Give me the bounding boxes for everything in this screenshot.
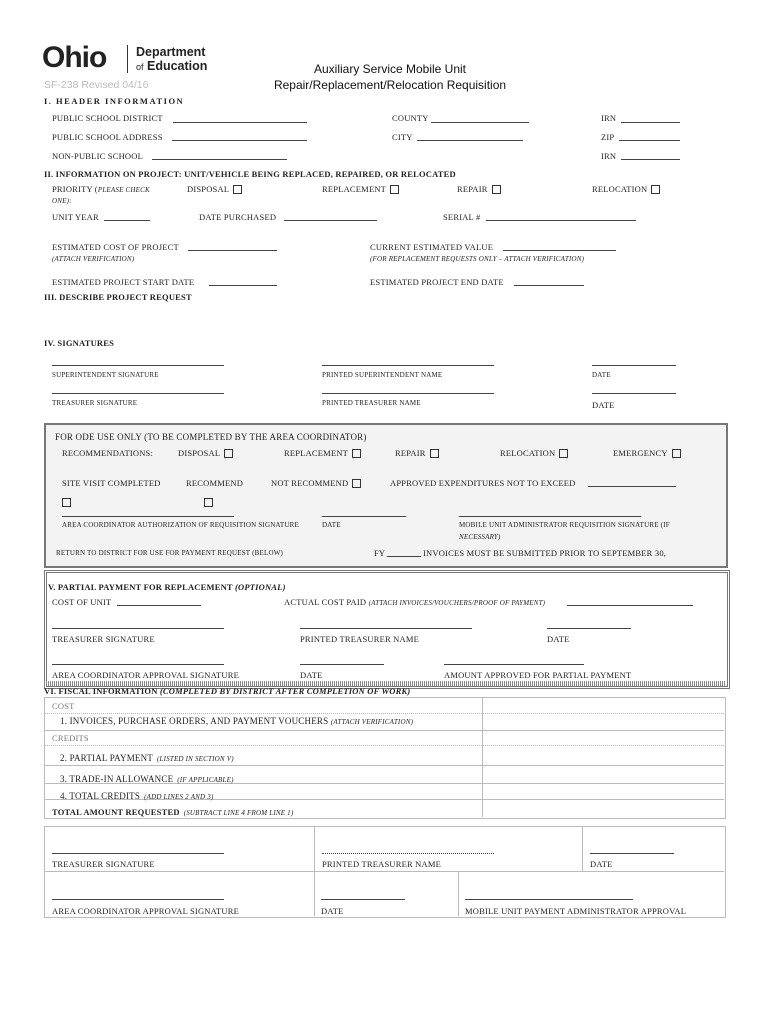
replacement-option[interactable]: REPLACEMENT (322, 184, 399, 195)
current-value-field[interactable] (503, 250, 616, 251)
replacement-checkbox[interactable] (390, 185, 399, 194)
ode-relocation-option[interactable]: RELOCATION (500, 448, 568, 459)
form-title-line2: Repair/Replacement/Relocation Requisition (273, 78, 507, 92)
printed-superintendent-name-field[interactable] (322, 365, 494, 366)
ode-repair-checkbox[interactable] (430, 449, 439, 458)
public-school-address-label: PUBLIC SCHOOL ADDRESS (52, 132, 163, 142)
final-divider (458, 871, 459, 916)
serial-label: SERIAL # (443, 212, 481, 222)
date-purchased-label: DATE PURCHASED (199, 212, 277, 222)
ode-heading: FOR ODE USE ONLY (TO BE COMPLETED BY THE AREA COORDINATOR) (55, 432, 367, 442)
return-to-district-label: RETURN TO DISTRICT FOR USE FOR PAYMENT REQUEST (BELOW) (56, 549, 284, 557)
s5-date2-label: DATE (300, 670, 323, 680)
final-row-line (44, 871, 724, 872)
ode-date-field[interactable] (322, 516, 406, 517)
final-admin-approval-label: MOBILE UNIT PAYMENT ADMINISTRATOR APPROVAL (465, 906, 687, 916)
recommend-checkbox[interactable] (204, 498, 213, 507)
repair-option[interactable]: REPAIR (457, 184, 501, 195)
section5-heading: V. PARTIAL PAYMENT FOR REPLACEMENT (OPTIONAL) (48, 582, 286, 592)
s5-treasurer-signature-field[interactable] (52, 628, 224, 629)
unit-year-label: UNIT YEAR (52, 212, 99, 222)
ode-replacement-option[interactable]: REPLACEMENT (284, 448, 361, 459)
ode-replacement-checkbox[interactable] (352, 449, 361, 458)
section3-heading: III. DESCRIBE PROJECT REQUEST (44, 292, 192, 302)
final-printed-treasurer-field[interactable] (322, 853, 494, 854)
ode-relocation-checkbox[interactable] (559, 449, 568, 458)
end-date-label: ESTIMATED PROJECT END DATE (370, 277, 504, 287)
site-visit-label: SITE VISIT COMPLETED (62, 478, 161, 488)
s5-date-field[interactable] (547, 628, 631, 629)
total-amount-field[interactable] (484, 800, 722, 816)
start-date-field[interactable] (209, 285, 277, 286)
ode-disposal-option[interactable]: DISPOSAL (178, 448, 233, 459)
site-visit-checkbox[interactable] (62, 498, 71, 507)
final-admin-approval-field[interactable] (465, 899, 633, 900)
fiscal-row4: 4. TOTAL CREDITS (ADD LINES 2 AND 3) (60, 791, 214, 801)
fiscal-row1: 1. INVOICES, PURCHASE ORDERS, AND PAYMENT VOUCHERS (ATTACH VERIFICATION) (60, 716, 414, 726)
public-school-address-field[interactable] (172, 140, 307, 141)
final-treasurer-signature-field[interactable] (52, 853, 224, 854)
treasurer-signature-field[interactable] (52, 393, 224, 394)
replacement-note: (FOR REPLACEMENT REQUESTS ONLY – ATTACH VERIFICATION) (370, 255, 585, 263)
s5-coord-approval-label: AREA COORDINATOR APPROVAL SIGNATURE (52, 670, 240, 680)
date2-field[interactable] (592, 393, 676, 394)
approved-expenditures-field[interactable] (588, 486, 676, 487)
logo-divider (127, 45, 128, 73)
non-public-school-field[interactable] (152, 159, 287, 160)
s5-printed-treasurer-label: PRINTED TREASURER NAME (300, 634, 420, 644)
credits-row-label: CREDITS (52, 733, 89, 743)
printed-superintendent-name-label: PRINTED SUPERINTENDENT NAME (322, 371, 443, 379)
relocation-option[interactable]: RELOCATION (592, 184, 660, 195)
irn2-field[interactable] (621, 159, 680, 160)
admin-signature-label: MOBILE UNIT ADMINISTRATOR REQUISITION SIGNATURE (IF (459, 521, 670, 529)
superintendent-signature-label: SUPERINTENDENT SIGNATURE (52, 371, 159, 379)
cost-of-unit-field[interactable] (117, 605, 201, 606)
unit-year-field[interactable] (104, 220, 150, 221)
zip-label: ZIP (601, 132, 615, 142)
actual-cost-paid-label: ACTUAL COST PAID (ATTACH INVOICES/VOUCHERS/PROOF OF PAYMENT) (284, 597, 546, 607)
superintendent-signature-field[interactable] (52, 365, 224, 366)
fiscal-total: TOTAL AMOUNT REQUESTED (SUBTRACT LINE 4 FROM LINE 1) (52, 807, 294, 817)
date1-field[interactable] (592, 365, 676, 366)
irn-field[interactable] (621, 122, 680, 123)
end-date-field[interactable] (514, 285, 584, 286)
admin-signature-field[interactable] (459, 516, 641, 517)
s5-coord-approval-field[interactable] (52, 664, 224, 665)
current-value-label: CURRENT ESTIMATED VALUE (370, 242, 494, 252)
printed-treasurer-name-label: PRINTED TREASURER NAME (322, 399, 421, 407)
logo-education: of Education (136, 59, 208, 73)
coord-auth-label: AREA COORDINATOR AUTHORIZATION OF REQUISITION SIGNATURE (62, 521, 300, 529)
final-coord-approval-label: AREA COORDINATOR APPROVAL SIGNATURE (52, 906, 240, 916)
public-school-district-field[interactable] (173, 122, 307, 123)
final-divider (314, 871, 315, 916)
priority-label: PRIORITY (PLEASE CHECK (52, 184, 150, 194)
section4-heading: IV. SIGNATURES (44, 338, 115, 348)
recommend-label: RECOMMEND (186, 478, 244, 488)
admin-signature-note: NECESSARY) (459, 533, 501, 541)
final-date2-label: DATE (321, 906, 344, 916)
non-public-school-label: NON-PUBLIC SCHOOL (52, 151, 144, 161)
row1-amount-field[interactable] (484, 714, 722, 729)
fiscal-row3: 3. TRADE-IN ALLOWANCE (IF APPLICABLE) (60, 774, 234, 784)
invoices-deadline-label: INVOICES MUST BE SUBMITTED PRIOR TO SEPTEMBER 30, (423, 548, 667, 558)
attach-verification-note: (ATTACH VERIFICATION) (52, 255, 135, 263)
s5-amount-approved-field[interactable] (444, 664, 584, 665)
repair-checkbox[interactable] (492, 185, 501, 194)
irn-label: IRN (601, 113, 617, 123)
ode-repair-option[interactable]: REPAIR (395, 448, 439, 459)
ohio-logo-wordmark: Ohio (42, 41, 107, 74)
disposal-checkbox[interactable] (233, 185, 242, 194)
recommendations-label: RECOMMENDATIONS: (62, 448, 154, 458)
fiscal-row2: 2. PARTIAL PAYMENT (LISTED IN SECTION V) (60, 753, 234, 763)
not-recommend-option[interactable]: NOT RECOMMEND (271, 478, 361, 489)
printed-treasurer-name-field[interactable] (322, 393, 494, 394)
row2-amount-field[interactable] (484, 746, 722, 764)
date-purchased-field[interactable] (284, 220, 377, 221)
ode-date-label: DATE (322, 521, 341, 529)
start-date-label: ESTIMATED PROJECT START DATE (52, 277, 195, 287)
final-signature-table (44, 826, 726, 918)
date1-label: DATE (592, 371, 611, 379)
form-number: SF-238 Revised 04/16 (44, 79, 149, 91)
section1-heading: I. HEADER INFORMATION (44, 96, 185, 106)
final-coord-approval-field[interactable] (52, 899, 224, 900)
final-divider (314, 826, 315, 871)
s5-amount-approved-label: AMOUNT APPROVED FOR PARTIAL PAYMENT (444, 670, 632, 680)
s5-date-label: DATE (547, 634, 570, 644)
final-divider (582, 826, 583, 871)
city-label: CITY (392, 132, 413, 142)
row4-amount-field[interactable] (484, 784, 722, 798)
county-field[interactable] (431, 122, 529, 123)
ode-emergency-checkbox[interactable] (672, 449, 681, 458)
ode-emergency-option[interactable]: EMERGENCY (613, 448, 681, 459)
form-title-line1: Auxiliary Service Mobile Unit (313, 62, 467, 76)
cost-row-label: COST (52, 701, 75, 711)
s5-date2-field[interactable] (300, 664, 384, 665)
logo-department: Department (136, 45, 206, 59)
row3-amount-field[interactable] (484, 766, 722, 782)
not-recommend-checkbox[interactable] (352, 479, 361, 488)
final-treasurer-signature-label: TREASURER SIGNATURE (52, 859, 155, 869)
cost-of-unit-label: COST OF UNIT (52, 597, 112, 607)
date2-label: DATE (592, 400, 615, 410)
estimated-cost-field[interactable] (188, 250, 277, 251)
section6-heading: VI. FISCAL INFORMATION (COMPLETED BY DISTRICT AFTER COMPLETION OF WORK) (44, 686, 411, 696)
final-date-field[interactable] (590, 853, 674, 854)
treasurer-signature-label: TREASURER SIGNATURE (52, 399, 138, 407)
fiscal-row-line (44, 730, 724, 731)
ode-use-only-box (44, 423, 728, 568)
city-field[interactable] (417, 140, 523, 141)
s5-treasurer-signature-label: TREASURER SIGNATURE (52, 634, 155, 644)
serial-field[interactable] (486, 220, 636, 221)
zip-field[interactable] (619, 140, 680, 141)
final-printed-treasurer-label: PRINTED TREASURER NAME (322, 859, 442, 869)
approved-expenditures-label: APPROVED EXPENDITURES NOT TO EXCEED (390, 478, 576, 488)
fy-field[interactable] (387, 556, 421, 557)
s5-printed-treasurer-field[interactable] (300, 628, 472, 629)
relocation-checkbox[interactable] (651, 185, 660, 194)
coord-auth-signature-field[interactable] (62, 516, 234, 517)
fy-label: FY (374, 548, 386, 558)
section2-heading: II. INFORMATION ON PROJECT: UNIT/VEHICLE BEING REPLACED, REPAIRED, OR RELOCATED (44, 169, 456, 179)
estimated-cost-label: ESTIMATED COST OF PROJECT (52, 242, 179, 252)
final-date-label: DATE (590, 859, 613, 869)
project-description-area[interactable] (44, 305, 724, 333)
public-school-district-label: PUBLIC SCHOOL DISTRICT (52, 113, 163, 123)
ode-disposal-checkbox[interactable] (224, 449, 233, 458)
actual-cost-paid-field[interactable] (567, 605, 693, 606)
priority-note: ONE): (52, 197, 72, 205)
county-label: COUNTY (392, 113, 429, 123)
irn2-label: IRN (601, 151, 617, 161)
final-date2-field[interactable] (321, 899, 405, 900)
disposal-option[interactable]: DISPOSAL (187, 184, 242, 195)
